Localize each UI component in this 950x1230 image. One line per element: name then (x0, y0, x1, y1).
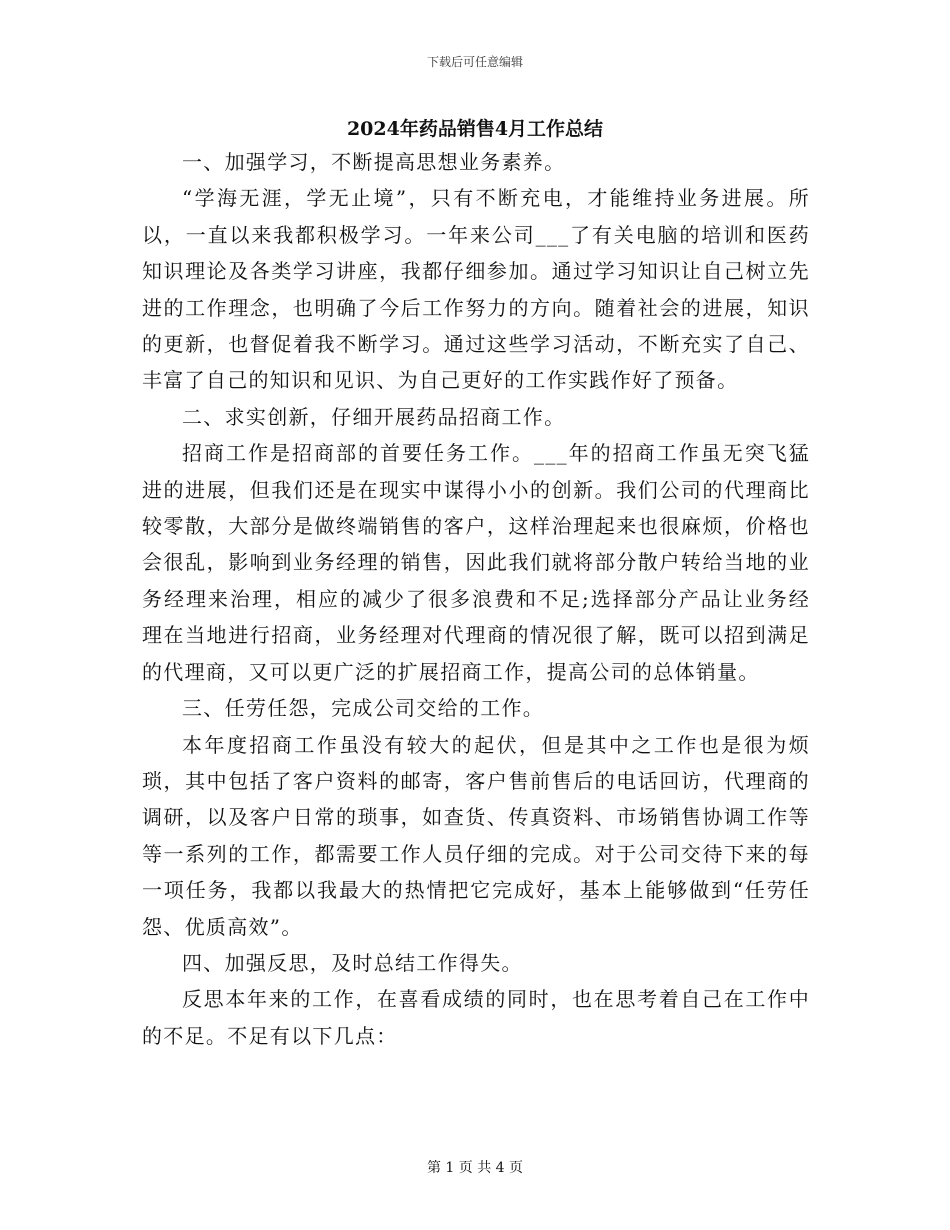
paragraph-2: 招商工作是招商部的首要任务工作。___年的招商工作虽无突飞猛进的进展，但我们还是在现实中谋得小小的创新。我们公司的代理商比较零散，大部分是做终端销售的客户，这样治理起来也很麻烦，价格也会很乱，影响到业务经理的销售，因此我们就将部分散户转给当地的业务经理来治理，相应的减少了很多浪费和不足;选择部分产品让业务经理在当地进行招商，业务经理对代理商的情况很了解，既可以招到满足的代理商，又可以更广泛的扩展招商工作，提高公司的总体销量。 (142, 441, 810, 684)
section-heading-2: 二、求实创新，仔细开展药品招商工作。 (182, 404, 566, 429)
section-heading-1: 一、加强学习，不断提高思想业务素养。 (182, 150, 566, 174)
page-header: 下载后可任意编辑 (426, 55, 523, 69)
paragraph-3: 本年度招商工作虽没有较大的起伏，但是其中之工作也是很为烦琐，其中包括了客户资料的邮寄，客户售前售后的电话回访，代理商的调研，以及客户日常的琐事，如查货、传真资料、市场销售协调工作等等一系列的工作，都需要工作人员仔细的完成。对于公司交待下来的每一项任务，我都以我最大的热情把它完成好，基本上能够做到“任劳任怨、优质高效”。 (142, 732, 810, 939)
document-body (142, 144, 810, 1054)
paragraph-4: 反思本年来的工作，在喜看成绩的同时，也在思考着自己在工作中的不足。不足有以下几点： (142, 987, 810, 1048)
page-number: 第 1 页 共 4 页 (426, 1160, 524, 1176)
document-title: 2024年药品销售4月工作总结 (346, 118, 604, 140)
paragraph-1: “学海无涯，学无止境”，只有不断充电，才能维持业务进展。所以，一直以来我都积极学习。一年来公司___了有关电脑的培训和医药知识理论及各类学习讲座，我都仔细参加。通过学习知识让自己树立先进的工作理念，也明确了今后工作努力的方向。随着社会的进展，知识的更新，也督促着我不断学习。通过这些学习活动，不断充实了自己、丰富了自己的知识和见识、为自己更好的工作实践作好了预备。 (142, 186, 810, 393)
section-heading-4: 四、加强反思，及时总结工作得失。 (182, 950, 523, 975)
section-heading-3: 三、任劳任怨，完成公司交给的工作。 (182, 696, 545, 721)
